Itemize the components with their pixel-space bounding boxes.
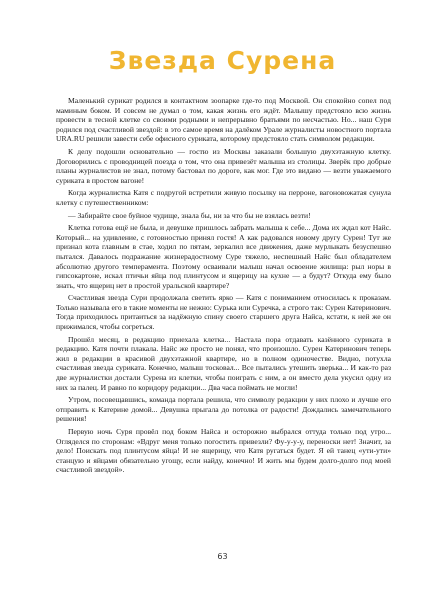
paragraph: Клетка готова ещё не была, и девушке пришлось забрать малыша к себе... Дома их ждал кот Найс. Который... на удивление, с готовностью принял гостя! А как радовался новому другу Сурен! Тут же признал кота главным в стае, ходил по пятам, зеркалил все движения, даже мурлыкать безуспешно пытался. Давалось подражание жизнерадостному Суре тяжело, неспешный Найс был обладателем абсолютно другого темперамента. Поэтому осваивали малыш начал освоение жилища: рыл норы в гипсокартоне, искал птичьи яйца под плинтусом и ящерицу на кухне — а будут? Откуда ему было знать, что ящериц нет в простой уральской квартире? xyxy=(56,223,391,290)
paragraph: Утром, посовещавшись, команда портала решила, что символу редакции у них плохо и лучше его отправить к Катерине домой... Девушка прыгала до потолка от радости! Дождались замечательного решения! xyxy=(56,395,391,424)
paragraph: Прошёл месяц, в редакцию приехала клетка... Настала пора отдавать казённого суриката в редакцию. Катя почти плакала. Найс же просто не понял, что произошло. Сурен Катеринович теперь жил в редакции в красивой двухэтажной квартире, но в полном одиночестве. Видно, потухла счастливая звезда суриката. Конечно, малыш тосковал... Все пытались утешить зверька... И как-то раз две журналистки достали Сурена из клетки, чтобы поиграть с ним, а он вместо дела укусил одну из них за палец. И равно по коридору редакции... Два часа поймать не могли! xyxy=(56,334,391,392)
page-number: 63 xyxy=(217,552,228,561)
chapter-title: Звезда Сурена xyxy=(108,46,337,75)
paragraph: Счастливая звезда Сури продолжала светить ярко — Катя с пониманием относилась к проказам. Только называла его в такие моменты не нежно: Сурька или Суречка, а строго так: Сурен Катеринович. Тогда приходилось притаиться за надёжную спину своего старшего друга Найса, кстати, к ней же он прижимался, чтобы согреться. xyxy=(56,293,391,332)
chapter-body xyxy=(56,96,391,478)
paragraph: — Забирайте свое буйное чудище, знала бы, ни за что бы не взялась везти! xyxy=(68,210,311,220)
paragraph: Маленький сурикат родился в контактном зоопарке где-то под Москвой. Он спокойно сопел под маминым боком. И совсем не думал о том, какая жизнь его ждёт. Малышу предстояло всю жизнь провести в тесной клетке со своими родными и непрерывно братьями по несчастью. Но... наш Суря родился под счастливой звездой: в это самое время на далёком Урале журналисты новостного портала URA.RU решили завести себе офисного суриката, которому предстояло стать символом редакции. xyxy=(56,96,391,144)
paragraph: К делу подошли основательно — гостю из Москвы заказали большую двухэтажную клетку. Договорились с проводницей поезда о том, что она привезёт малыша из столицы. Зверёк про добрые планы журналистов не знал, потому бастовал по дороге, как мог. Где это видано — везти уважаемого суриката в простом вагоне! xyxy=(56,146,391,185)
paragraph: Первую ночь Суря провёл под боком Найса и осторожно выбрался оттуда только под утро... Огляделся по сторонам: «Вдруг меня только погостить привезли? Фу-у-у-у, переноски нет! Значит, за дело! Поискать под плинтусом яйца! И не ящерицу, что Катя ругаться будет. Я ей танец «ути-ути» станцую и яйцами обязательно угощу, если найду, конечно! И жить мы будем долго-долго под моей счастливой звездой». xyxy=(56,427,391,475)
paragraph: Когда журналистка Катя с подругой встретили живую посылку на перроне, вагоновожатая сунула клетку с путешественником: xyxy=(56,188,391,207)
